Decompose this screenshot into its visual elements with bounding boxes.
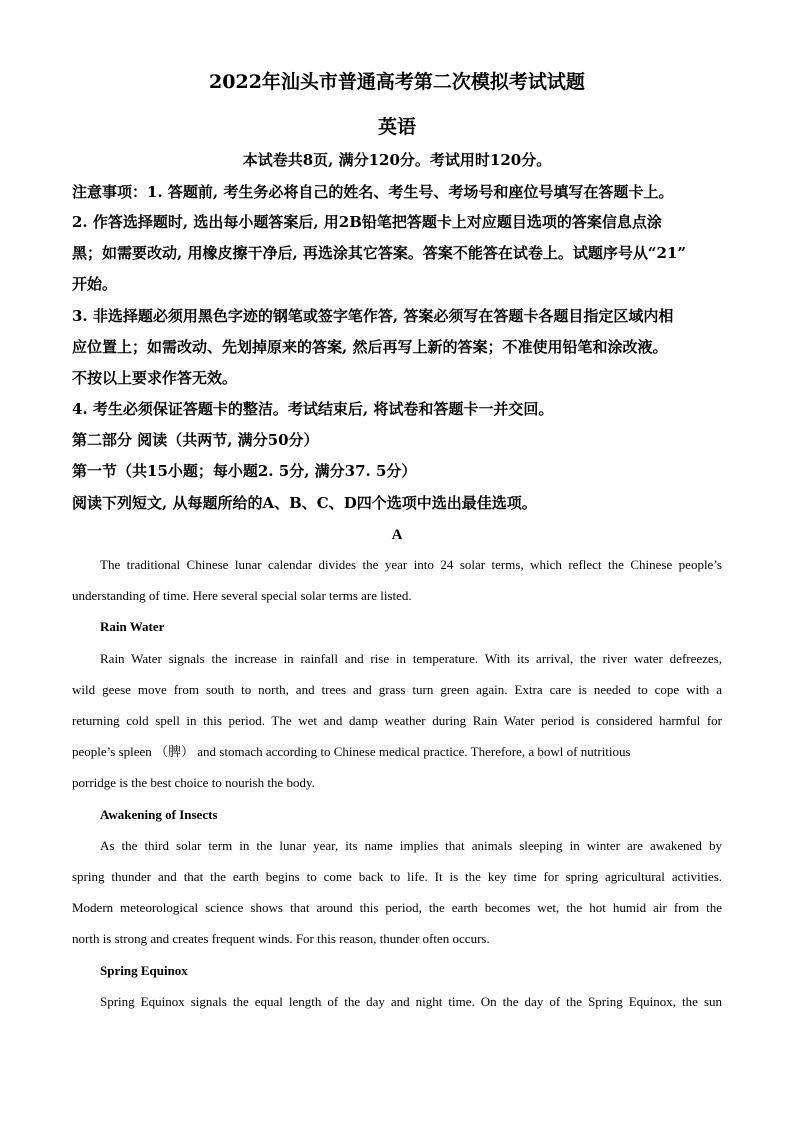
section-title: 第一节（共15小题；每小题2. 5分, 满分37. 5分） (72, 462, 417, 480)
note-line: 注意事项：1. 答题前, 考生务必将自己的姓名、考生号、考场号和座位号填写在答题卡上。 (72, 183, 674, 201)
passage-line: Modern meteorological science shows that around this period, the earth becomes wet, the hot humid air from the (72, 900, 722, 915)
subheading-spring-equinox: Spring Equinox (100, 963, 188, 978)
note-line: 2. 作答选择题时, 选出每小题答案后, 用2B铅笔把答题卡上对应题目选项的答案信息点涂 (72, 213, 662, 231)
note-line: 3. 非选择题必须用黑色字迹的钢笔或签字笔作答, 答案必须写在答题卡各题目指定区域内相 (72, 307, 674, 325)
passage-line: Spring Equinox signals the equal length of the day and night time. On the day of the Spring Equinox, the sun (100, 994, 722, 1009)
passage-line: understanding of time. Here several special solar terms are listed. (72, 588, 412, 603)
subheading-awakening-of-insects: Awakening of Insects (100, 807, 218, 822)
note-line: 不按以上要求作答无效。 (72, 369, 238, 387)
exam-subject: 英语 (377, 116, 416, 138)
note-line: 黑；如需要改动, 用橡皮擦干净后, 再选涂其它答案。答案不能答在试卷上。试题序号从“21” (72, 244, 687, 262)
passage-letter: A (391, 527, 403, 543)
passage-line: porridge is the best choice to nourish the body. (72, 775, 315, 790)
section-instruction: 阅读下列短文, 从每题所给的A、B、C、D四个选项中选出最佳选项。 (72, 494, 537, 512)
note-line: 开始。 (72, 275, 118, 293)
note-line: 4. 考生必须保证答题卡的整洁。考试结束后, 将试卷和答题卡一并交回。 (72, 400, 554, 418)
passage-line: spring thunder and that the earth begins to come back to life. It is the key time for spring agricultural activities. (72, 869, 722, 884)
passage-line: As the third solar term in the lunar year, its name implies that animals sleeping in winter are awakened by (100, 838, 722, 853)
passage-line: north is strong and creates frequent winds. For this reason, thunder often occurs. (72, 931, 490, 946)
subheading-rain-water: Rain Water (100, 619, 165, 634)
exam-title: 2022年汕头市普通高考第二次模拟考试试题 (209, 71, 585, 93)
passage-line: Rain Water signals the increase in rainfall and rise in temperature. With its arrival, the river water defreezes, (100, 651, 722, 666)
note-line: 应位置上；如需改动、先划掉原来的答案, 然后再写上新的答案；不准使用铅笔和涂改液。 (72, 338, 668, 356)
exam-info: 本试卷共8页, 满分120分。考试用时120分。 (242, 151, 552, 169)
passage-line: people’s spleen （脾） and stomach according to Chinese medical practice. Therefore, a bowl of nutritious (72, 744, 631, 759)
part-title: 第二部分 阅读（共两节, 满分50分） (72, 431, 319, 449)
passage-line: returning cold spell in this period. The wet and damp weather during Rain Water period is considered harmful for (72, 713, 722, 728)
passage-line: wild geese move from south to north, and trees and grass turn green again. Extra care is needed to cope with a (72, 682, 722, 697)
passage-line: The traditional Chinese lunar calendar divides the year into 24 solar terms, which reflect the Chinese people’s (100, 557, 722, 572)
